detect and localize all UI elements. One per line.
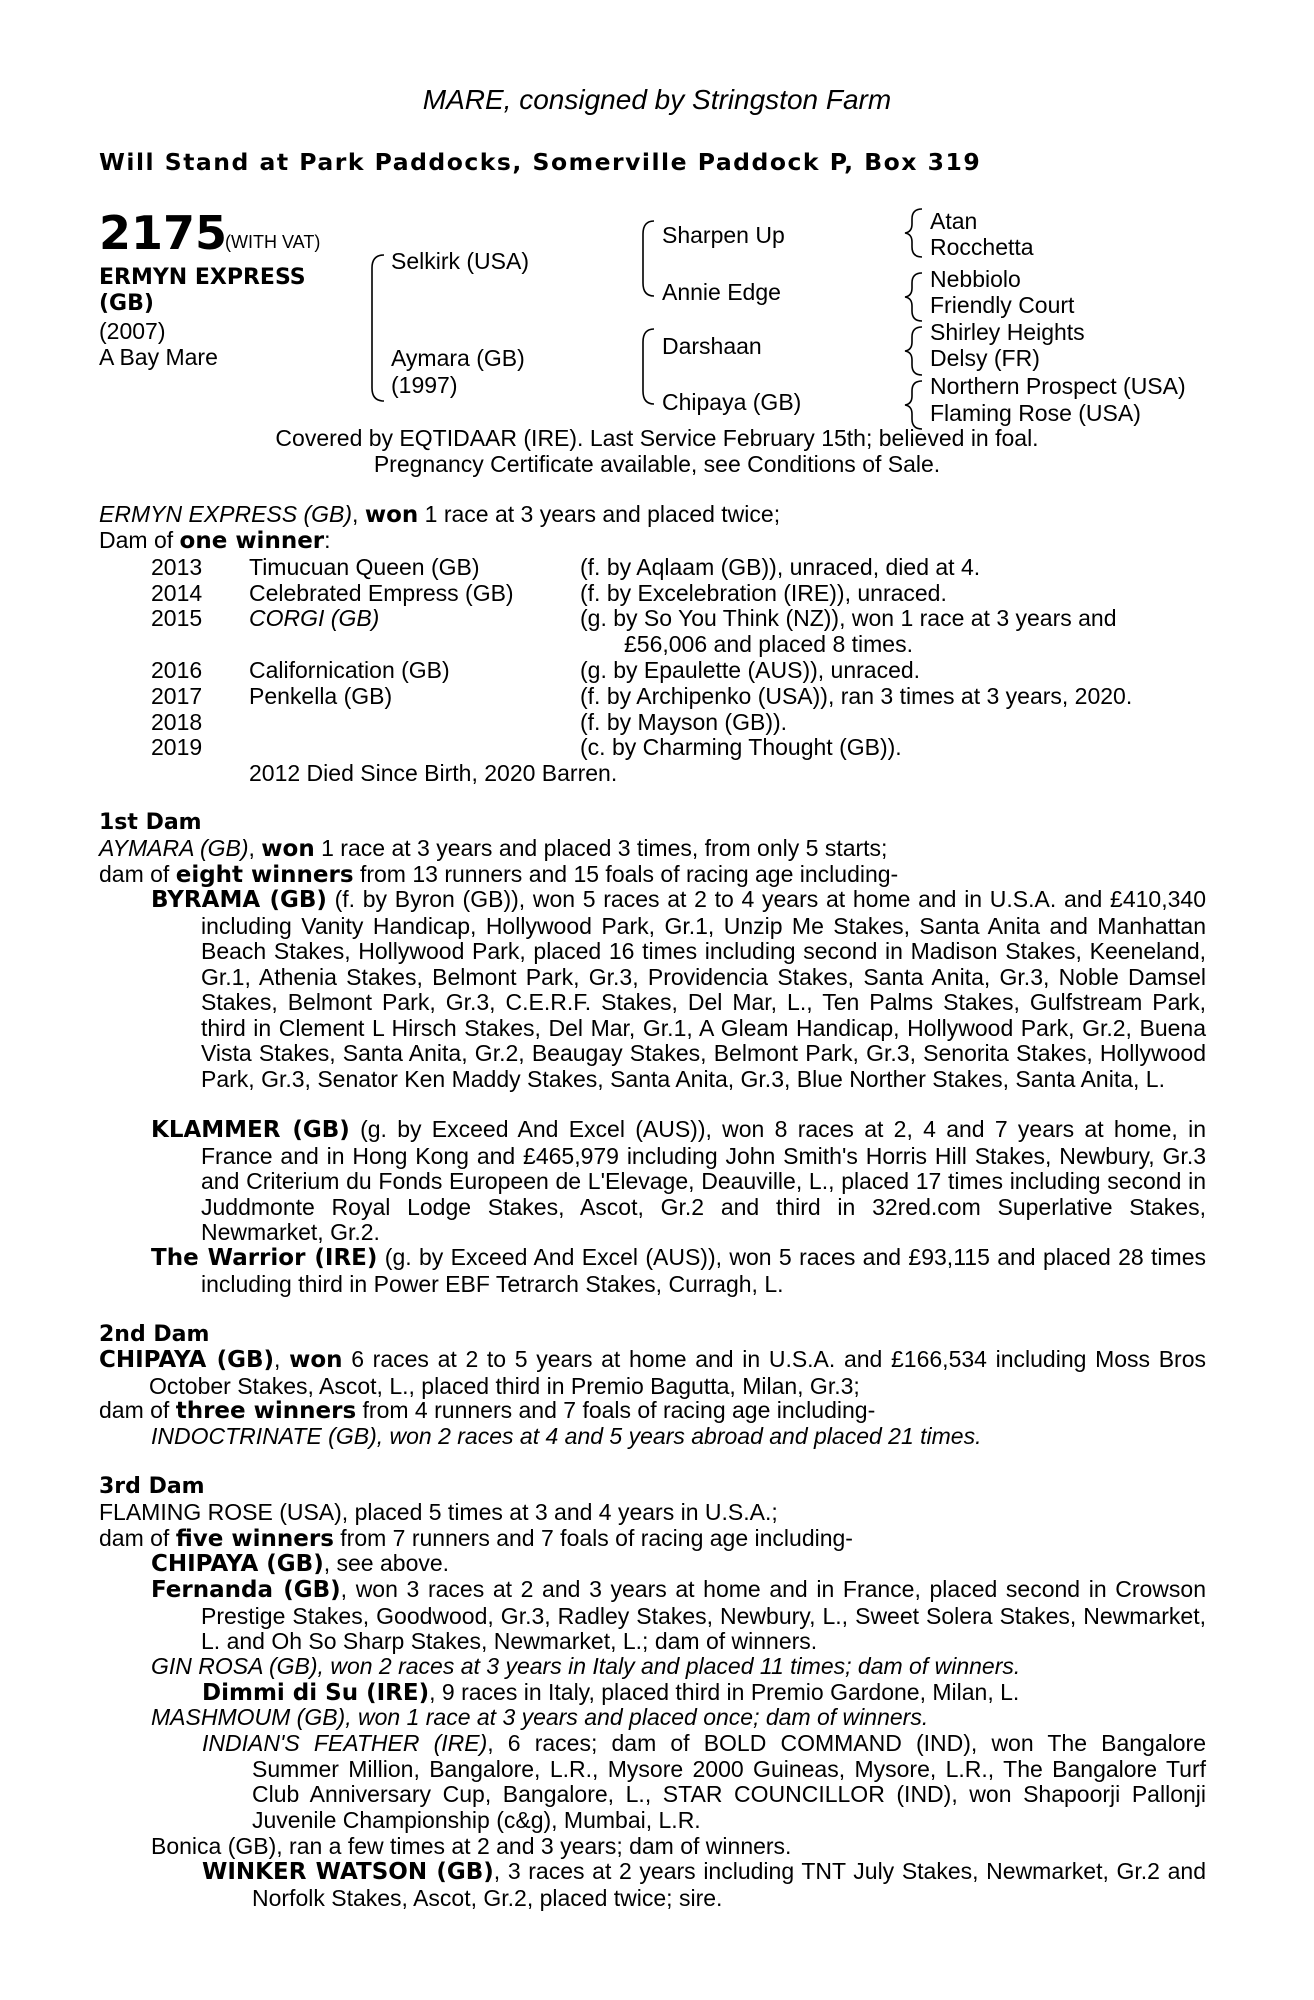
entry-klammer: KLAMMER (GB) (g. by Exceed And Excel (AUS)), won 8 races at 2, 4 and 7 years at home, in France and in Hong Kong and £465,979 including John Smith's Horris Hill Stakes, Newbury, Gr.3 and Criterium du Fonds Europeen de L'Elevage, Deauville, L., placed 17 times including second in Juddmonte Royal Lodge Stakes, Ascot, Gr.2 and third in 32red.com Superlative Stakes, Newmarket, Gr.2. xyxy=(151,1116,1206,1245)
pedigree-g3: Nebbiolo xyxy=(930,266,1021,292)
pedigree-g5: Shirley Heights xyxy=(930,319,1085,345)
produce-detail: (g. by Epaulette (AUS)), unraced. xyxy=(580,657,921,683)
entry-byrama: BYRAMA (GB) (f. by Byron (GB)), won 5 races at 2 to 4 years at home and in U.S.A. and £410,340 including Vanity Handicap, Hollywood Park, Gr.1, Unzip Me Stakes, Santa Anita and Manhattan Beach Stakes, Hollywood Park, placed 16 times including second in Madison Stakes, Keeneland, Gr.1, Athenia Stakes, Belmont Park, Gr.3, Providencia Stakes, Santa Anita, Gr.3, Noble Damsel Stakes, Belmont Park, Gr.3, C.E.R.F. Stakes, Del Mar, L., Ten Palms Stakes, Gulfstream Park, third in Clement L Hirsch Stakes, Del Mar, Gr.1, A Gleam Handicap, Hollywood Park, Gr.2, Buena Vista Stakes, Santa Anita, Gr.2, Beaugay Stakes, Belmont Park, Gr.3, Senorita Stakes, Hollywood Park, Gr.3, Senator Ken Maddy Stakes, Santa Anita, Gr.3, Blue Norther Stakes, Santa Anita, L. xyxy=(151,886,1206,1092)
produce-year: 2015 xyxy=(151,605,203,631)
entry-indians-feather: INDIAN'S FEATHER (IRE), 6 races; dam of BOLD COMMAND (IND), won The Bangalore Summer Million, Bangalore, L.R., Mysore 2000 Guineas, Mysore, L.R., The Bangalore Turf Club Anniversary Cup, Bangalore, L., STAR COUNCILLOR (IND), won Shapoorji Pallonji Juvenile Championship (c&g), Mumbai, L.R. xyxy=(202,1730,1206,1833)
produce-dam-of: Dam of one winner: xyxy=(99,527,331,554)
pregnancy-note: Pregnancy Certificate available, see Conditions of Sale. xyxy=(373,451,941,477)
first-dam-dam-of: dam of eight winners from 13 runners and 15 foals of racing age including- xyxy=(99,861,899,888)
entry-winker-watson: WINKER WATSON (GB), 3 races at 2 years including TNT July Stakes, Newmarket, Gr.2 and Norfolk Stakes, Ascot, Gr.2, placed twice; sire. xyxy=(202,1858,1206,1911)
produce-detail: (f. by Archipenko (USA)), ran 3 times at 3 years, 2020. xyxy=(580,683,1133,709)
produce-year: 2013 xyxy=(151,554,203,580)
pedigree-dam: Aymara (GB) xyxy=(391,345,525,371)
pedigree-g7: Northern Prospect (USA) xyxy=(930,373,1186,399)
pedigree-dam-sire: Darshaan xyxy=(662,333,762,359)
produce-detail: (f. by Excelebration (IRE)), unraced. xyxy=(580,580,947,606)
produce-detail: (g. by So You Think (NZ)), won 1 race at 3 years and xyxy=(580,605,1117,631)
horse-description: A Bay Mare xyxy=(99,344,218,370)
pedigree-g8: Flaming Rose (USA) xyxy=(930,400,1141,426)
second-dam-heading: 2nd Dam xyxy=(99,1322,210,1347)
produce-name: Celebrated Empress (GB) xyxy=(249,580,514,606)
entry-gin-rosa: GIN ROSA (GB), won 2 races at 3 years in Italy and placed 11 times; dam of winners. xyxy=(151,1653,1021,1679)
entry-dimmi-di-su: Dimmi di Su (IRE), 9 races in Italy, placed third in Premio Gardone, Milan, L. xyxy=(202,1679,1020,1706)
bracket-parents xyxy=(372,255,384,401)
entry-indoctrinate: INDOCTRINATE (GB), won 2 races at 4 and 5 years abroad and placed 21 times. xyxy=(151,1423,982,1449)
vat-note: (WITH VAT) xyxy=(225,232,321,252)
produce-year: 2018 xyxy=(151,709,203,735)
produce-intro: ERMYN EXPRESS (GB), won 1 race at 3 years and placed twice; xyxy=(99,501,781,528)
third-dam-dam-of: dam of five winners from 7 runners and 7 foals of racing age including- xyxy=(99,1525,853,1552)
produce-name: Californication (GB) xyxy=(249,657,450,683)
bracket-sire-parents xyxy=(643,221,654,296)
pedigree-g4: Friendly Court xyxy=(930,292,1075,318)
stand-location: Will Stand at Park Paddocks, Somerville Paddock P, Box 319 xyxy=(99,148,982,176)
third-dam-intro: FLAMING ROSE (USA), placed 5 times at 3 and 4 years in U.S.A.; xyxy=(99,1499,778,1525)
lot-number: 2175 xyxy=(99,206,228,260)
horse-country: (GB) xyxy=(99,291,154,316)
produce-year: 2016 xyxy=(151,657,203,683)
entry-the-warrior: The Warrior (IRE) (g. by Exceed And Excel (AUS)), won 5 races and £93,115 and placed 28 times including third in Power EBF Tetrarch Stakes, Curragh, L. xyxy=(151,1244,1206,1297)
first-dam-intro: AYMARA (GB), won 1 race at 3 years and placed 3 times, from only 5 starts; xyxy=(99,835,888,862)
pedigree-sire: Selkirk (USA) xyxy=(391,248,530,274)
produce-detail-cont: £56,006 and placed 8 times. xyxy=(624,631,913,657)
second-dam-dam-of: dam of three winners from 4 runners and 7 foals of racing age including- xyxy=(99,1397,876,1424)
pedigree-sire-sire: Sharpen Up xyxy=(662,222,785,248)
produce-year: 2014 xyxy=(151,580,203,606)
pedigree-g6: Delsy (FR) xyxy=(930,345,1040,371)
produce-name: Timucuan Queen (GB) xyxy=(249,554,480,580)
produce-year: 2017 xyxy=(151,683,203,709)
horse-year: (2007) xyxy=(99,318,166,344)
first-dam-heading: 1st Dam xyxy=(99,810,202,835)
produce-detail: (f. by Mayson (GB)). xyxy=(580,709,788,735)
pedigree-sire-dam: Annie Edge xyxy=(662,279,781,305)
produce-year: 2019 xyxy=(151,734,203,760)
bracket-dam-parents xyxy=(643,329,654,404)
produce-name: CORGI (GB) xyxy=(249,605,380,631)
horse-name: ERMYN EXPRESS xyxy=(99,265,306,290)
entry-chipaya: CHIPAYA (GB), see above. xyxy=(151,1550,450,1577)
entry-fernanda: Fernanda (GB), won 3 races at 2 and 3 years at home and in France, placed second in Crowson Prestige Stakes, Goodwood, Gr.3, Radley Stakes, Newbury, L., Sweet Solera Stakes, Newmarket, L. and Oh So Sharp Stakes, Newmarket, L.; dam of winners. xyxy=(151,1576,1206,1654)
produce-detail: (f. by Aqlaam (GB)), unraced, died at 4. xyxy=(580,554,981,580)
produce-name: Penkella (GB) xyxy=(249,683,393,709)
pedigree-dam-year: (1997) xyxy=(391,372,458,398)
produce-detail: (c. by Charming Thought (GB)). xyxy=(580,734,902,760)
entry-bonica: Bonica (GB), ran a few times at 2 and 3 years; dam of winners. xyxy=(151,1833,792,1859)
third-dam-heading: 3rd Dam xyxy=(99,1474,205,1499)
second-dam-intro: CHIPAYA (GB), won 6 races at 2 to 5 years at home and in U.S.A. and £166,534 including Moss Bros October Stakes, Ascot, L., placed third in Premio Bagutta, Milan, Gr.3; xyxy=(99,1346,1206,1399)
covered-note: Covered by EQTIDAAR (IRE). Last Service February 15th; believed in foal. xyxy=(275,425,1039,451)
pedigree-dam-dam: Chipaya (GB) xyxy=(662,389,802,415)
pedigree-g2: Rocchetta xyxy=(930,234,1034,260)
entry-mashmoum: MASHMOUM (GB), won 1 race at 3 years and placed once; dam of winners. xyxy=(151,1704,929,1730)
pedigree-g1: Atan xyxy=(930,208,978,234)
produce-footnote: 2012 Died Since Birth, 2020 Barren. xyxy=(249,760,618,786)
consignor-heading: MARE, consigned by Stringston Farm xyxy=(422,84,892,115)
